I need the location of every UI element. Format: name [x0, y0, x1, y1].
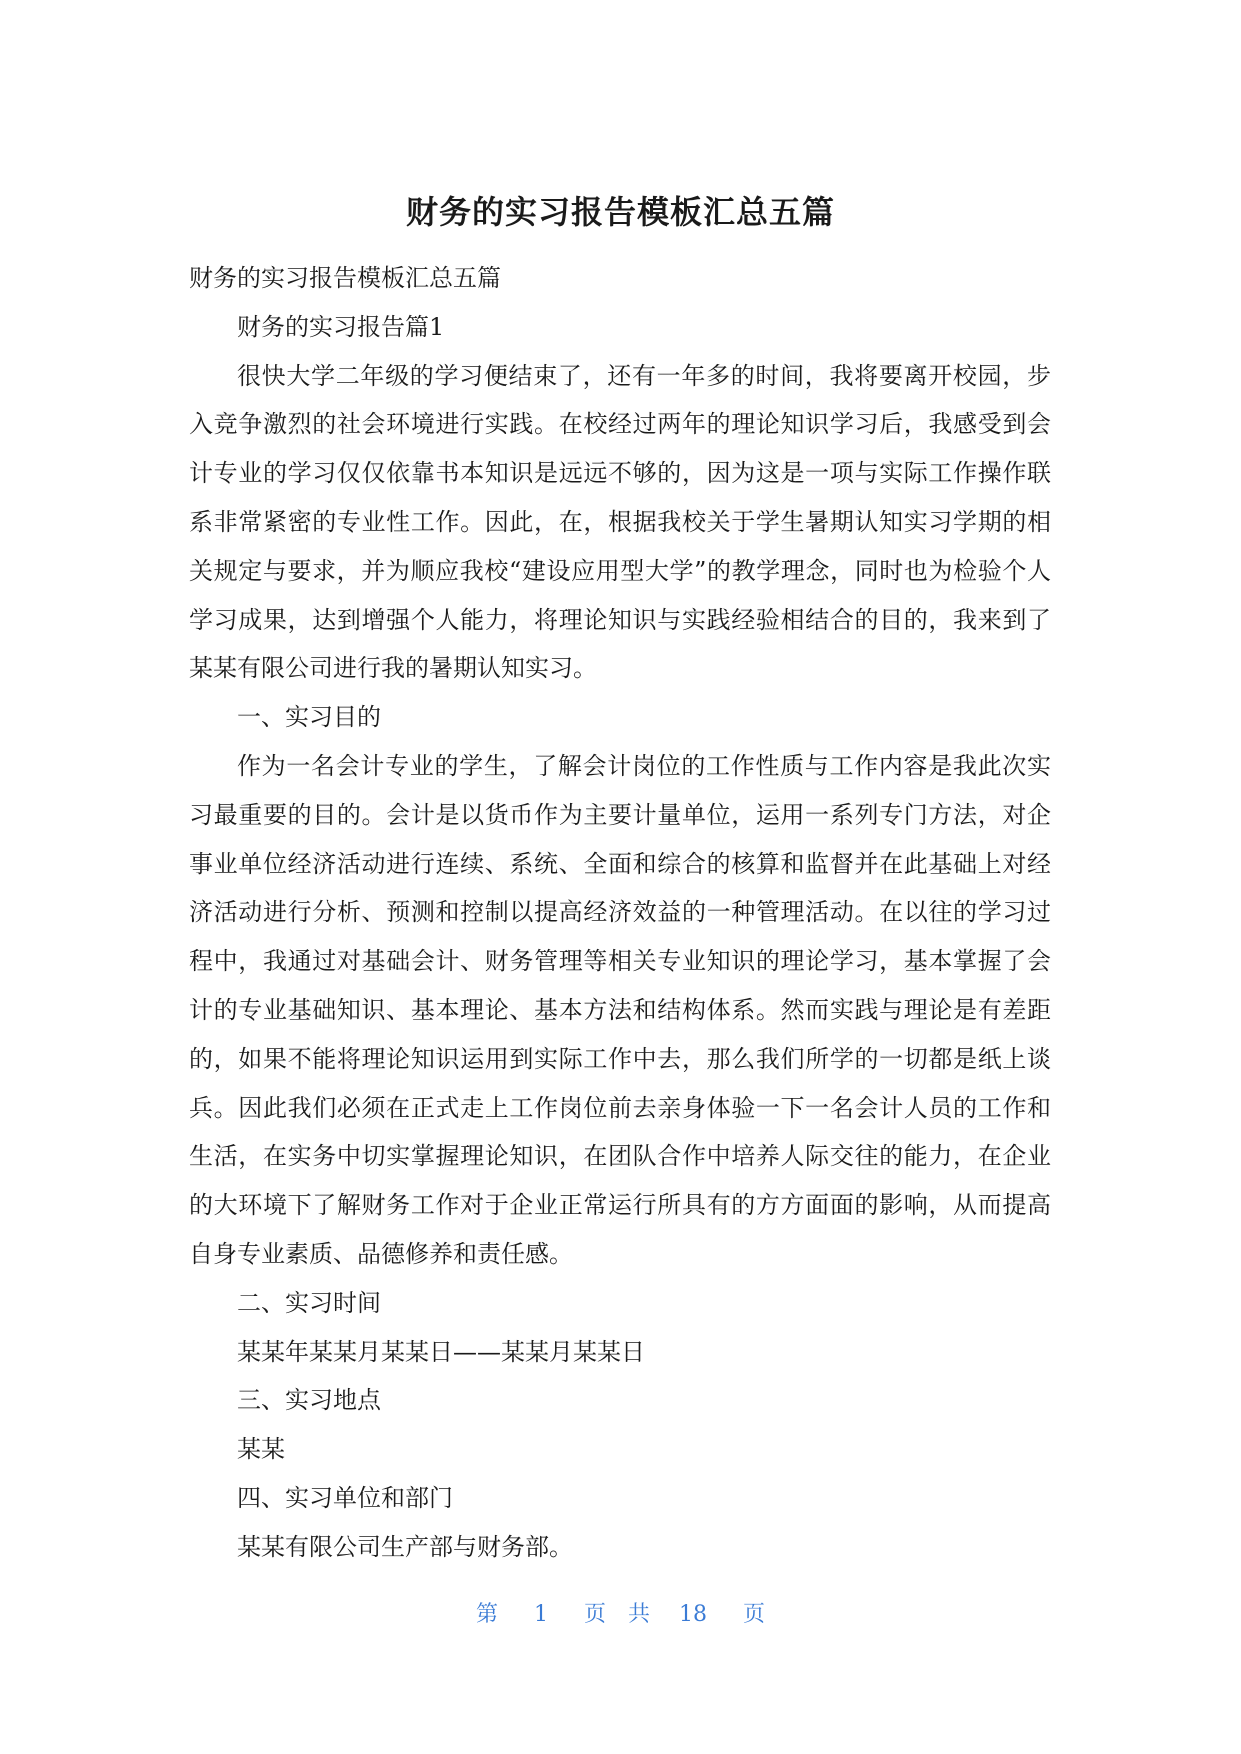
subtitle-paragraph: 财务的实习报告模板汇总五篇 — [189, 264, 501, 292]
body-paragraph-intro: 很快大学二年级的学习便结束了，还有一年多的时间，我将要离开校园，步入竞争激烈的社会环境进行实践。在校经过两年的理论知识学习后，我感受到会计专业的学习仅仅依靠书本知识是远远不够的，因为这是一项与实际工作操作联系非常紧密的专业性工作。因此，在，根据我校关于学生暑期认知实习学期的相关规定与要求，并为顺应我校“建设应用型大学”的教学理念，同时也为检验个人学习成果，达到增强个人能力，将理论知识与实践经验相结合的目的，我来到了某某有限公司进行我的暑期认知实习。 — [189, 361, 1051, 683]
body-paragraph-unit: 某某有限公司生产部与财务部。 — [237, 1532, 573, 1561]
document-body — [189, 254, 1051, 1572]
footer-current-page: 1 — [533, 1602, 548, 1627]
body-paragraph-location: 某某 — [237, 1435, 285, 1464]
footer-suffix: 页 — [743, 1602, 766, 1627]
section-heading-report-1: 财务的实习报告篇1 — [237, 312, 445, 341]
section-heading-purpose: 一、实习目的 — [237, 703, 381, 732]
section-heading-unit: 四、实习单位和部门 — [237, 1483, 453, 1512]
footer-total-pages: 18 — [679, 1602, 707, 1627]
body-paragraph-purpose: 作为一名会计专业的学生，了解会计岗位的工作性质与工作内容是我此次实习最重要的目的。会计是以货币作为主要计量单位，运用一系列专门方法，对企事业单位经济活动进行连续、系统、全面和综合的核算和监督并在此基础上对经济活动进行分析、预测和控制以提高经济效益的一种管理活动。在以往的学习过程中，我通过对基础会计、财务管理等相关专业知识的理论学习，基本掌握了会计的专业基础知识、基本理论、基本方法和结构体系。然而实践与理论是有差距的，如果不能将理论知识运用到实际工作中去，那么我们所学的一切都是纸上谈兵。因此我们必须在正式走上工作岗位前去亲身体验一下一名会计人员的工作和生活，在实务中切实掌握理论知识，在团队合作中培养人际交往的能力，在企业的大环境下了解财务工作对于企业正常运行所具有的方方面面的影响，从而提高自身专业素质、品德修养和责任感。 — [189, 751, 1051, 1268]
page-footer — [0, 1600, 1241, 1630]
section-heading-location: 三、实习地点 — [237, 1386, 381, 1415]
footer-middle: 页共 — [583, 1602, 672, 1627]
section-heading-time: 二、实习时间 — [237, 1288, 381, 1317]
body-paragraph-time: 某某年某某月某某日——某某月某某日 — [237, 1337, 645, 1366]
footer-prefix: 第 — [475, 1602, 498, 1627]
document-title: 财务的实习报告模板汇总五篇 — [405, 193, 835, 231]
